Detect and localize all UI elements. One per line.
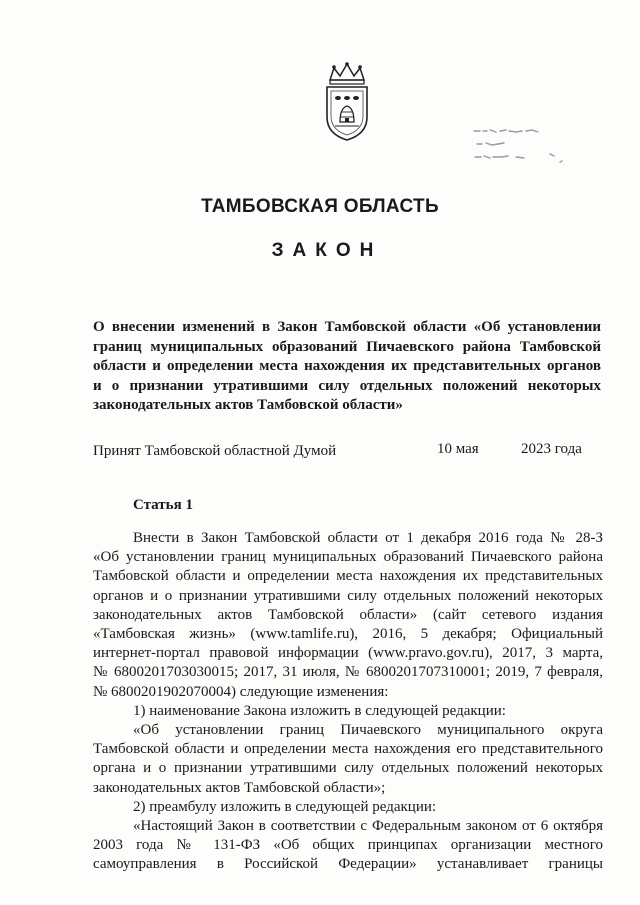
title-line: области и определении места нахождения их представительных органов [93, 358, 601, 374]
body-line: интернет-портал правовой информации (www.pravo.gov.ru), 2017, 3 марта, [93, 645, 603, 662]
adoption-year: 2023 года [521, 441, 582, 457]
adoption-label: Принят Тамбовской областной Думой [93, 443, 337, 459]
body-line: 2003 года № 131-ФЗ «Об общих принципах организации местного [93, 837, 603, 854]
adoption-day: 10 мая [437, 441, 479, 457]
coat-of-arms-icon [322, 62, 372, 142]
body-line: законодательных актов Тамбовской области» (сайт сетевого издания [93, 606, 603, 623]
body-line: «Тамбовская жизнь» (www.tamlife.ru), 2016, 5 декабря; Официальный [93, 626, 603, 643]
region-heading: ТАМБОВСКАЯ ОБЛАСТЬ [201, 196, 439, 217]
body-line: органа и о признании утратившими силу отдельных положений некоторых [93, 760, 603, 777]
body-line: «Об установлении границ Пичаевского муниципального округа [133, 722, 603, 739]
document-type-heading: ЗАКОН [271, 240, 383, 261]
body-line: законодательных актов Тамбовской области»; [93, 779, 386, 796]
registration-stamp-icon [472, 126, 582, 172]
body-line: Тамбовской области и определении места нахождения их представительных [93, 568, 603, 585]
body-line: Тамбовской области и определении места нахождения его представительного [93, 741, 603, 758]
body-line: органов и о признании утратившими силу отдельных положений некоторых [93, 587, 603, 604]
article-heading: Статья 1 [133, 497, 193, 513]
body-line: № 6800201703030015; 2017, 31 июля, № 6800201707310001; 2019, 7 февраля, [93, 664, 603, 681]
body-line: «Об установлении границ муниципальных образований Пичаевского района [93, 549, 603, 566]
body-line: самоуправления в Российской Федерации» устанавливает границы [93, 856, 603, 873]
title-line: законодательных актов Тамбовской области» [93, 397, 403, 413]
title-line: и о признании утратившими силу отдельных положений некоторых [93, 377, 601, 394]
article-body [93, 529, 603, 875]
title-line: О внесении изменений в Закон Тамбовской области «Об установлении [93, 319, 601, 335]
body-line: Внести в Закон Тамбовской области от 1 декабря 2016 года № 28-З [133, 530, 603, 546]
title-line: границ муниципальных образований Пичаевского района Тамбовской [93, 338, 601, 355]
law-title [93, 318, 601, 416]
body-line: № 6800201902070004) следующие изменения: [93, 683, 389, 700]
body-line: «Настоящий Закон в соответствии с Федеральным законом от 6 октября [133, 818, 603, 835]
body-line: 1) наименование Закона изложить в следующей редакции: [133, 702, 506, 719]
body-line: 2) преамбулу изложить в следующей редакции: [133, 798, 437, 815]
